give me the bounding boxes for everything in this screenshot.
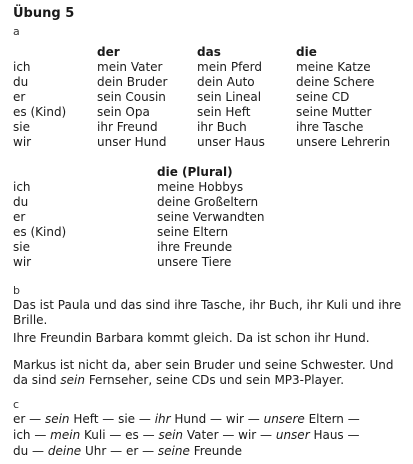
die-cell: seine CD bbox=[296, 90, 350, 104]
answer-text: Kuli — es — bbox=[80, 428, 159, 442]
das-cell: sein Lineal bbox=[197, 90, 262, 104]
das-cell: sein Heft bbox=[197, 105, 251, 119]
answer-italic: ihr bbox=[154, 412, 171, 426]
der-cell: sein Opa bbox=[97, 105, 150, 119]
answer-italic: sein bbox=[44, 412, 70, 426]
der-cell: sein Cousin bbox=[97, 90, 166, 104]
answer-line-3 bbox=[13, 444, 242, 459]
das-cell: dein Auto bbox=[197, 75, 255, 89]
answer-text: Vater — wir — bbox=[183, 428, 276, 442]
table-header-die: die bbox=[296, 45, 317, 59]
table-row bbox=[0, 195, 413, 210]
die-cell: meine Katze bbox=[296, 60, 371, 74]
table-row bbox=[0, 105, 413, 120]
answer-text: ich — bbox=[13, 428, 51, 442]
answer-italic: seine bbox=[157, 444, 190, 458]
pronoun-cell: sie bbox=[13, 120, 30, 134]
answer-text: Haus — bbox=[309, 428, 360, 442]
answer-italic: unser bbox=[275, 428, 310, 442]
plural-cell: unsere Tiere bbox=[157, 255, 232, 269]
answer-text: Heft — sie — bbox=[69, 412, 155, 426]
table-row bbox=[0, 120, 413, 135]
pronoun-cell: sie bbox=[13, 240, 30, 254]
plural-cell: seine Eltern bbox=[157, 225, 229, 239]
das-cell: ihr Buch bbox=[197, 120, 247, 134]
die-cell: ihre Tasche bbox=[296, 120, 364, 134]
paragraph-markus bbox=[13, 358, 405, 388]
die-cell: deine Schere bbox=[296, 75, 375, 89]
pronoun-cell: es (Kind) bbox=[13, 105, 67, 119]
pronoun-cell: es (Kind) bbox=[13, 225, 67, 239]
paragraph-markus-italic: sein bbox=[60, 373, 85, 387]
section-b-label: b bbox=[13, 284, 20, 297]
answer-line-2 bbox=[13, 428, 360, 443]
pronoun-cell: wir bbox=[13, 255, 32, 269]
table-row bbox=[0, 225, 413, 240]
der-cell: ihr Freund bbox=[97, 120, 158, 134]
das-cell: unser Haus bbox=[197, 135, 265, 149]
table-row bbox=[0, 60, 413, 75]
paragraph-barbara: Ihre Freundin Barbara kommt gleich. Da ist schon ihr Hund. bbox=[13, 331, 370, 345]
pronoun-cell: wir bbox=[13, 135, 32, 149]
paragraph-markus-text-2: Fernseher, seine CDs und sein MP3-Player. bbox=[85, 373, 345, 387]
section-a-label: a bbox=[13, 25, 20, 38]
table-row bbox=[0, 75, 413, 90]
answer-line-1 bbox=[13, 412, 360, 427]
table-row bbox=[0, 135, 413, 150]
table-row bbox=[0, 210, 413, 225]
die-cell: unsere Lehrerin bbox=[296, 135, 391, 149]
answer-text: Freunde bbox=[189, 444, 242, 458]
answer-italic: unsere bbox=[263, 412, 305, 426]
table-header-der: der bbox=[97, 45, 120, 59]
answer-italic: deine bbox=[47, 444, 82, 458]
pronoun-cell: er bbox=[13, 90, 26, 104]
der-cell: unser Hund bbox=[97, 135, 167, 149]
table-row bbox=[0, 255, 413, 270]
answer-text: er — bbox=[13, 412, 45, 426]
der-cell: mein Vater bbox=[97, 60, 163, 74]
answer-text: Uhr — er — bbox=[81, 444, 158, 458]
answer-italic: sein bbox=[158, 428, 184, 442]
pronoun-cell: ich bbox=[13, 180, 31, 194]
section-c-label: c bbox=[13, 398, 20, 411]
answer-italic: mein bbox=[50, 428, 81, 442]
table-row bbox=[0, 90, 413, 105]
plural-cell: ihre Freunde bbox=[157, 240, 233, 254]
paragraph-paula: Das ist Paula und das sind ihre Tasche, ihr Buch, ihr Kuli und ihre Brille. bbox=[13, 298, 402, 327]
table-row bbox=[0, 180, 413, 195]
answer-text: du — bbox=[13, 444, 48, 458]
der-cell: dein Bruder bbox=[97, 75, 168, 89]
answer-text: Eltern — bbox=[304, 412, 360, 426]
das-cell: mein Pferd bbox=[197, 60, 263, 74]
plural-cell: meine Hobbys bbox=[157, 180, 244, 194]
die-cell: seine Mutter bbox=[296, 105, 372, 119]
plural-cell: deine Großeltern bbox=[157, 195, 259, 209]
plural-cell: seine Verwandten bbox=[157, 210, 265, 224]
pronoun-cell: du bbox=[13, 195, 29, 209]
table-header-die-plural: die (Plural) bbox=[157, 165, 233, 179]
paragraph-markus-text-1: Markus ist nicht da, aber sein Bruder und seine Schwester. Und da sind bbox=[13, 358, 394, 387]
answer-text: Hund — wir — bbox=[170, 412, 264, 426]
table-header-das: das bbox=[197, 45, 221, 59]
pronoun-cell: er bbox=[13, 210, 26, 224]
pronoun-cell: ich bbox=[13, 60, 31, 74]
exercise-title: Übung 5 bbox=[13, 6, 75, 21]
pronoun-cell: du bbox=[13, 75, 29, 89]
table-row bbox=[0, 240, 413, 255]
